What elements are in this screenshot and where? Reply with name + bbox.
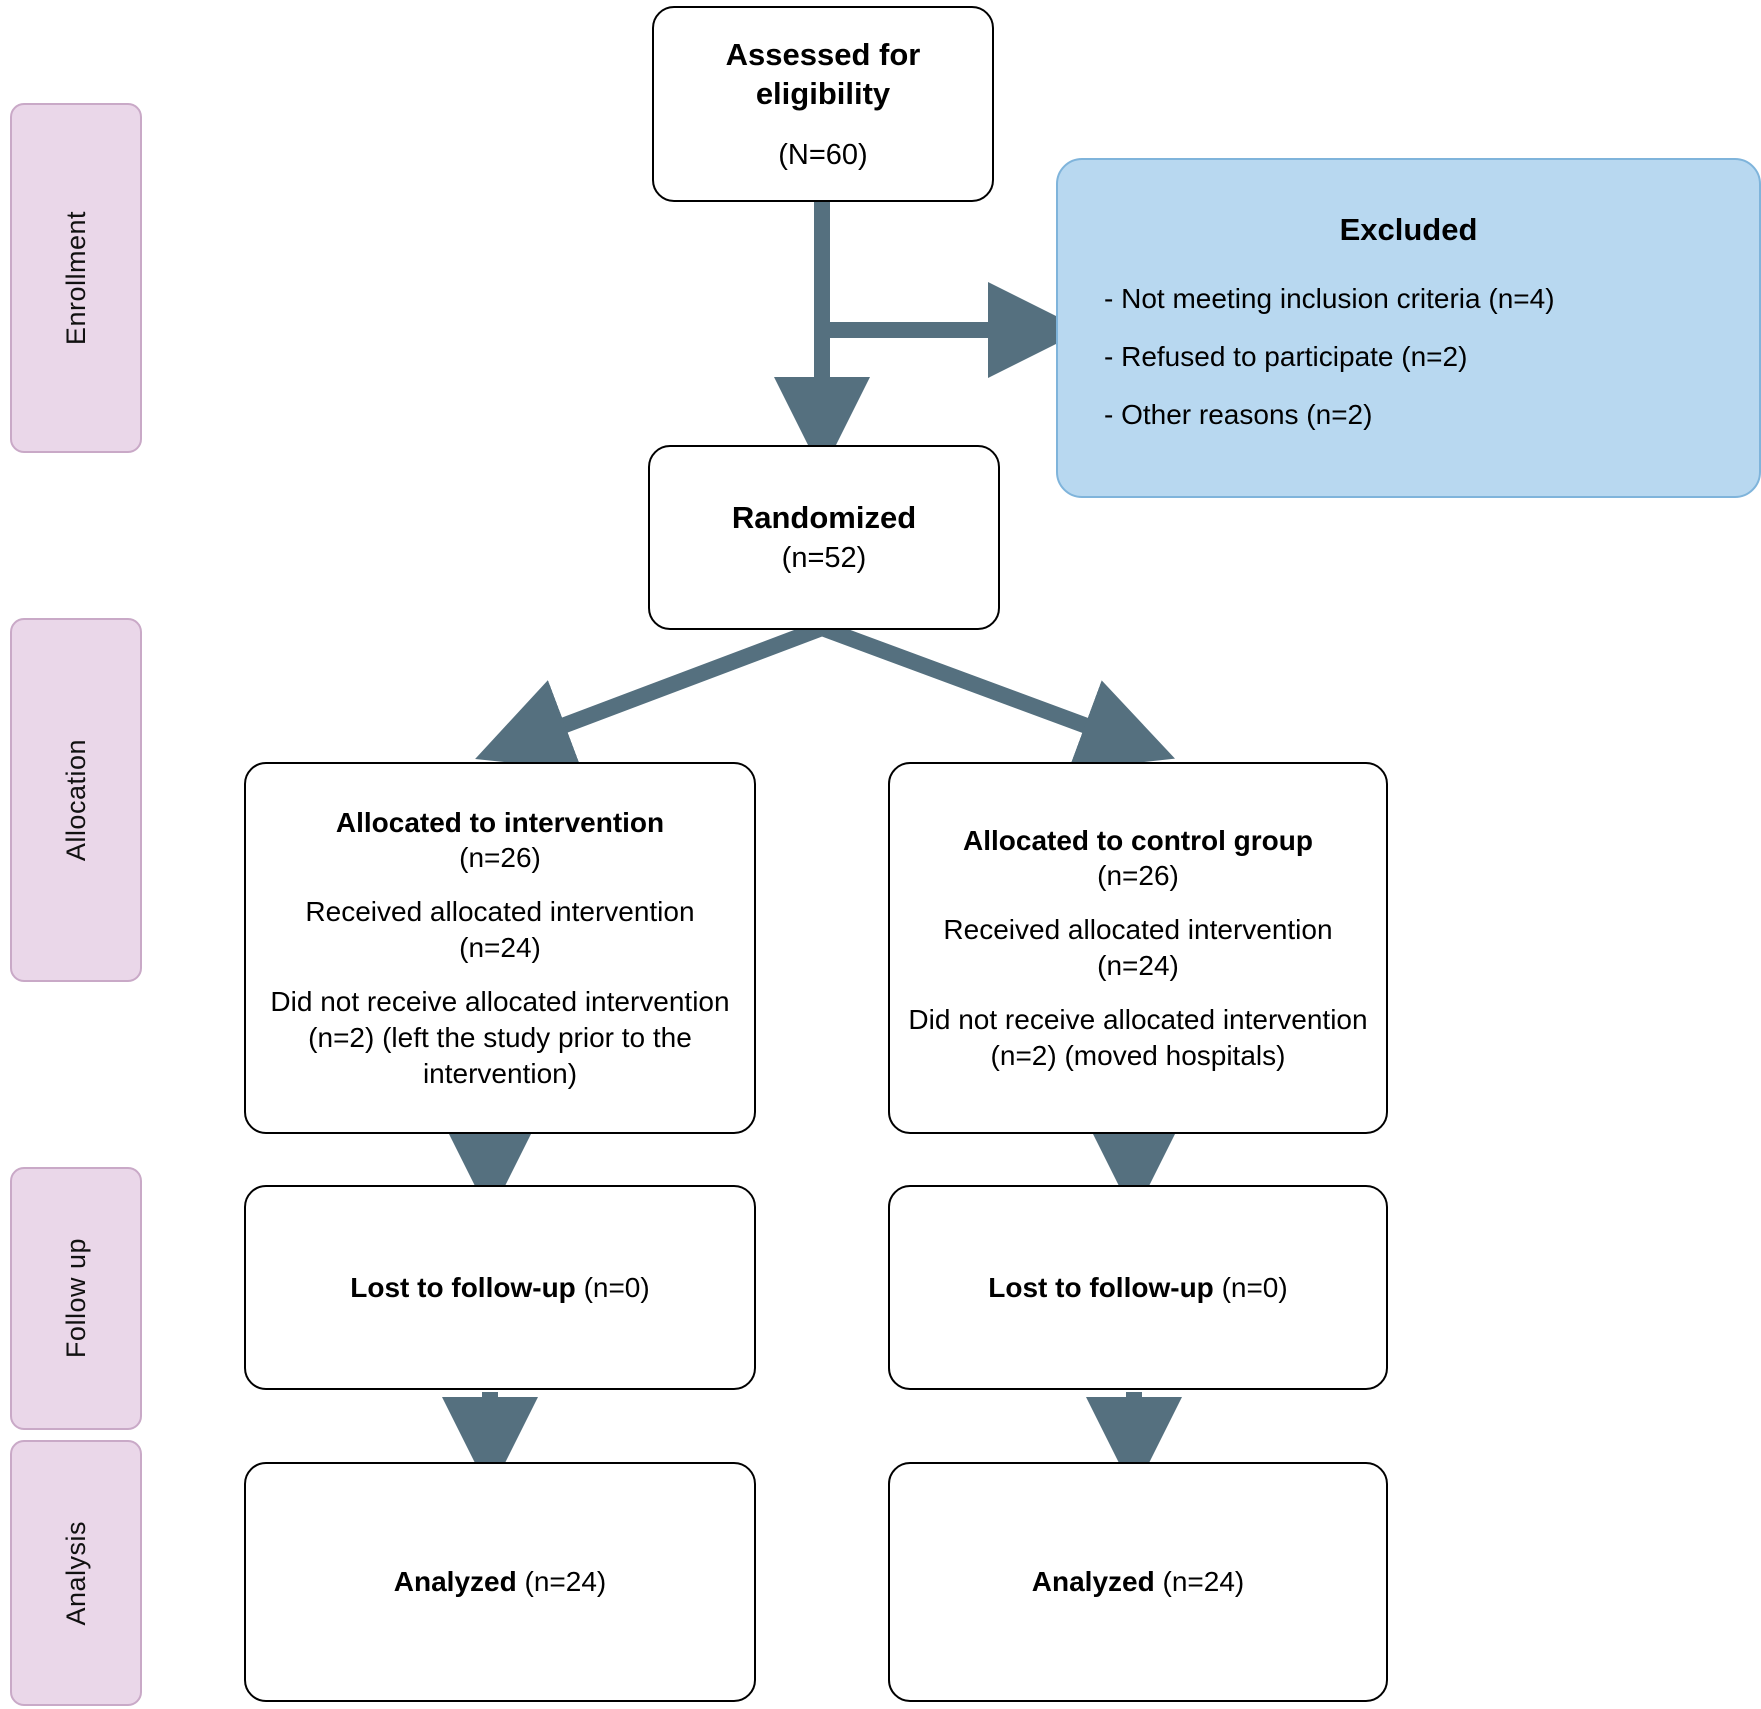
followup-right-label: Lost to follow-up (988, 1271, 1214, 1303)
node-analyzed-control (888, 1462, 1388, 1702)
excluded-title: Excluded (1339, 212, 1478, 247)
excluded-reason: - Not meeting inclusion criteria (n=4) (1104, 283, 1555, 314)
stage-label-followup-text: Follow up (60, 1238, 91, 1359)
node-allocated-intervention (244, 762, 756, 1134)
assessed-title: Assessed for eligibility (725, 36, 921, 111)
stage-label-analysis-text: Analysis (60, 1520, 91, 1626)
node-excluded (1056, 158, 1761, 498)
node-allocated-control (888, 762, 1388, 1134)
analysis-left-label: Analyzed (393, 1566, 517, 1598)
randomized-title: Randomized (731, 500, 917, 535)
alloc-left-received-count: (n=24) (459, 932, 541, 964)
followup-left-label: Lost to follow-up (350, 1271, 576, 1303)
stage-label-followup (10, 1167, 142, 1430)
analysis-right-label: Analyzed (1031, 1566, 1155, 1598)
stage-label-analysis (10, 1440, 142, 1706)
excluded-reason: - Refused to participate (n=2) (1104, 341, 1468, 372)
followup-right-count: (n=0) (1221, 1271, 1288, 1303)
stage-label-enrollment (10, 103, 142, 453)
analysis-left-count: (n=24) (524, 1566, 607, 1598)
alloc-right-count: (n=26) (1097, 860, 1179, 892)
alloc-left-title: Allocated to intervention (335, 806, 665, 838)
followup-left-count: (n=0) (583, 1271, 650, 1303)
stage-label-enrollment-text: Enrollment (60, 210, 91, 346)
assessed-count: (N=60) (778, 139, 868, 172)
node-lost-to-followup-control (888, 1185, 1388, 1390)
stage-label-allocation (10, 618, 142, 982)
alloc-right-received-label: Received allocated intervention (943, 914, 1333, 946)
node-lost-to-followup-intervention (244, 1185, 756, 1390)
node-randomized (648, 445, 1000, 630)
analysis-right-count: (n=24) (1162, 1566, 1245, 1598)
alloc-right-title: Allocated to control group (963, 824, 1313, 856)
node-analyzed-intervention (244, 1462, 756, 1702)
node-assessed-for-eligibility (652, 6, 994, 202)
alloc-left-count: (n=26) (459, 842, 541, 874)
alloc-right-received-count: (n=24) (1097, 950, 1179, 981)
alloc-right-not-received: Did not receive allocated intervention (n=2) (moved hospitals) (908, 1003, 1368, 1071)
alloc-left-received-label: Received allocated intervention (305, 896, 695, 928)
excluded-reason: - Other reasons (n=2) (1104, 399, 1373, 430)
stage-label-allocation-text: Allocation (60, 738, 91, 862)
alloc-left-not-received: Did not receive allocated intervention (n=2) (left the study prior to the intervention) (270, 985, 730, 1089)
randomized-count: (n=52) (781, 542, 867, 574)
